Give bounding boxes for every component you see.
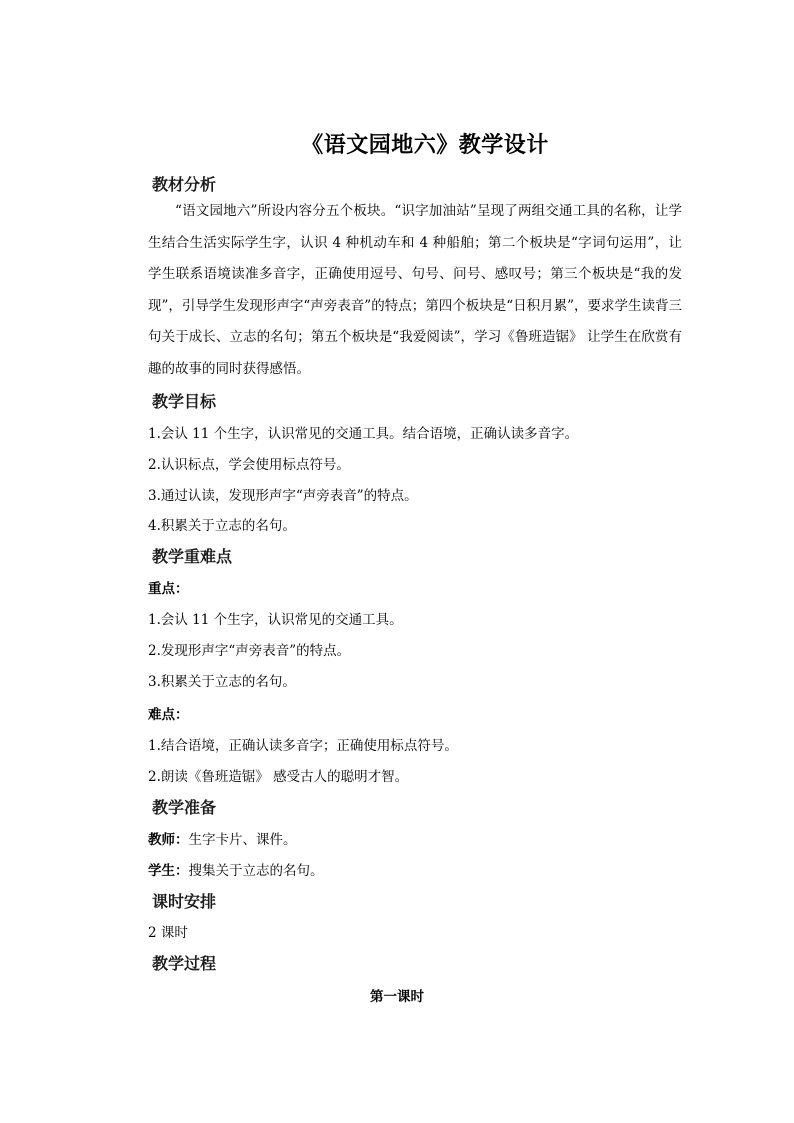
section-heading-preparation: 教学准备 <box>152 798 217 817</box>
section-heading-analysis: 教材分析 <box>152 175 217 194</box>
section-heading-keypoints: 教学重难点 <box>152 547 233 566</box>
document-title: 《语文园地六》教学设计 <box>301 132 549 158</box>
first-lesson-heading: 第一课时 <box>370 989 424 1005</box>
key-point-item: 1.会认 11 个生字，认识常见的交通工具。 <box>148 612 403 628</box>
goal-item: 1.会认 11 个生字，认识常见的交通工具。结合语境，正确认读多音字。 <box>148 426 579 442</box>
student-text: 搜集关于立志的名句。 <box>188 863 324 879</box>
teacher-text: 生字卡片、课件。 <box>188 832 297 848</box>
difficult-point-item: 2.朗读《鲁班造锯》 感受古人的聪明才智。 <box>148 769 409 785</box>
student-preparation <box>148 859 324 879</box>
teacher-label: 教师： <box>148 832 189 848</box>
goal-item: 2.认识标点，学会使用标点符号。 <box>148 457 350 473</box>
teacher-preparation <box>148 828 297 848</box>
analysis-paragraph: “语文园地六”所设内容分五个板块。“识字加油站”呈现了两组交通工具的名称，让学生结合生活实际学生字，认识 4 种机动车和 4 种船舶；第二个板块是“字词句运用”，让学生联系语境读准多音字，正确使用逗号、句号、问号、感叹号；第三个板块是“我的发现”，引导学生发现形声字“声旁表音”的特点；第四个板块是“日积月累”，要求学生读背三句关于成长、立志的名句；第五个板块是“我爱阅读”，学习《鲁班造锯》 让学生在欣赏有趣的故事的同时获得感悟。 <box>148 203 683 377</box>
student-label: 学生： <box>148 863 189 879</box>
key-points-label: 重点： <box>148 581 189 597</box>
section-heading-process: 教学过程 <box>152 954 217 973</box>
goal-item: 4.积累关于立志的名句。 <box>148 518 296 534</box>
section-heading-goals: 教学目标 <box>152 392 217 411</box>
difficult-points-label: 难点： <box>148 707 189 723</box>
schedule-text: 2 课时 <box>148 925 188 941</box>
difficult-point-item: 1.结合语境，正确认读多音字；正确使用标点符号。 <box>148 738 458 754</box>
goal-item: 3.通过认读，发现形声字“声旁表音”的特点。 <box>148 488 418 504</box>
key-point-item: 3.积累关于立志的名句。 <box>148 674 296 690</box>
section-heading-schedule: 课时安排 <box>152 892 217 911</box>
key-point-item: 2.发现形声字“声旁表音”的特点。 <box>148 643 351 659</box>
